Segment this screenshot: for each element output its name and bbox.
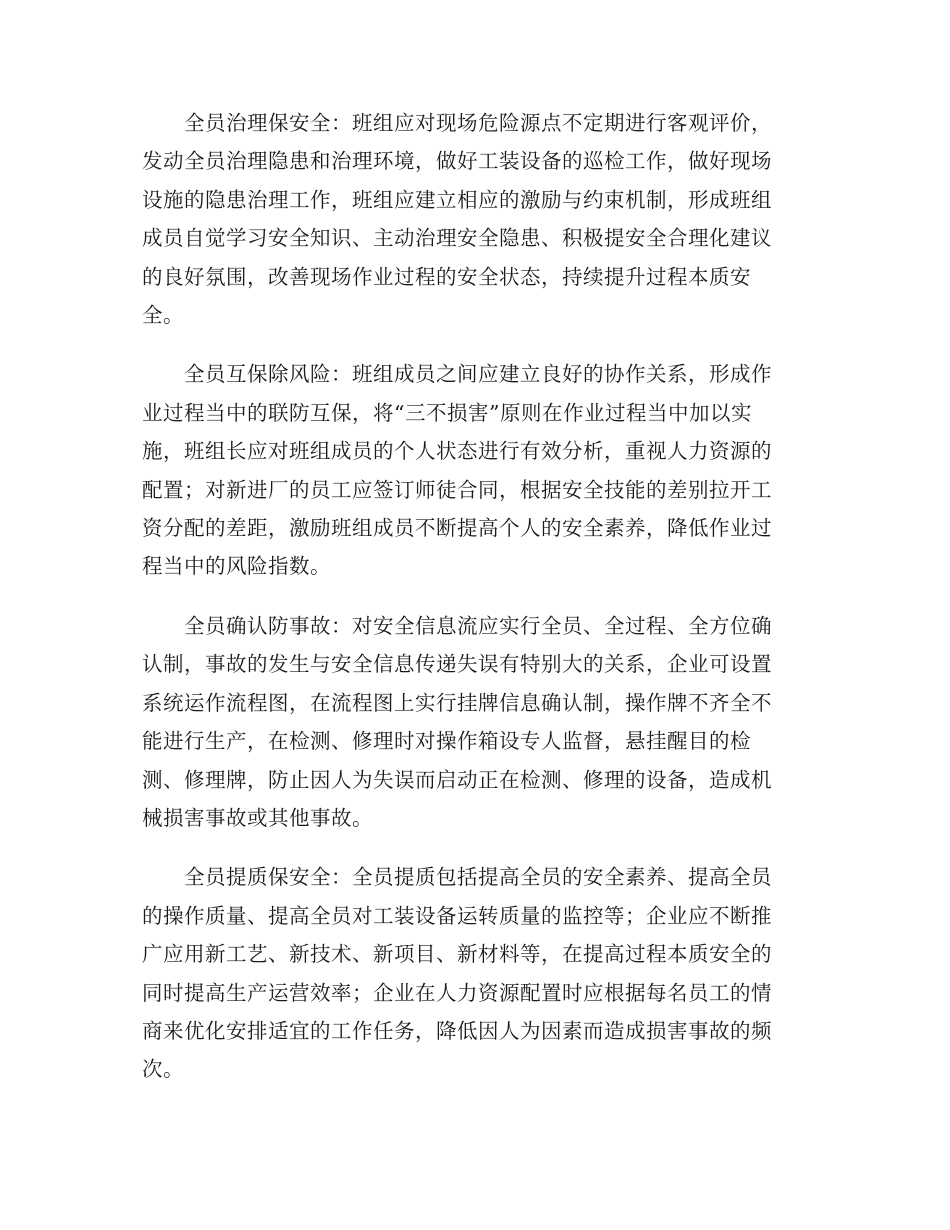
paragraph-line: 广应用新工艺、新技术、新项目、新材料等，在提高过程本质安全的 [142, 942, 772, 967]
paragraph-line: 械损害事故或其他事故。 [142, 805, 373, 830]
document-body [142, 104, 797, 1110]
paragraph-line: 全员提质保安全：全员提质包括提高全员的安全素养、提高全员 [142, 865, 772, 890]
paragraph-line: 次。 [142, 1057, 184, 1082]
paragraph-mutual-protection [142, 355, 797, 585]
paragraph-line: 全员确认防事故：对安全信息流应实行全员、全过程、全方位确 [142, 613, 772, 638]
paragraph-confirmation-prevention [142, 607, 797, 837]
paragraph-line: 全员互保除风险：班组成员之间应建立良好的协作关系，形成作 [142, 362, 772, 387]
paragraph-all-staff-governance [142, 104, 797, 334]
paragraph-line: 配置；对新进厂的员工应签订师徒合同，根据安全技能的差别拉开工 [142, 477, 772, 502]
paragraph-line: 商来优化安排适宜的工作任务，降低因人为因素而造成损害事故的频 [142, 1018, 772, 1043]
paragraph-line: 发动全员治理隐患和治理环境，做好工装设备的巡检工作，做好现场 [142, 149, 772, 174]
paragraph-line: 系统运作流程图，在流程图上实行挂牌信息确认制，操作牌不齐全不 [142, 690, 772, 715]
paragraph-line: 业过程当中的联防互保，将“三不损害”原则在作业过程当中加以实 [142, 400, 752, 425]
paragraph-line: 的操作质量、提高全员对工装设备运转质量的监控等；企业应不断推 [142, 903, 772, 928]
paragraph-line: 的良好氛围，改善现场作业过程的安全状态，持续提升过程本质安 [142, 264, 751, 289]
paragraph-line: 同时提高生产运营效率；企业在人力资源配置时应根据每名员工的情 [142, 980, 772, 1005]
paragraph-line: 全员治理保安全：班组应对现场危险源点不定期进行客观评价， [142, 111, 772, 135]
paragraph-line: 施，班组长应对班组成员的个人状态进行有效分析，重视人力资源的 [142, 439, 772, 464]
paragraph-line: 认制，事故的发生与安全信息传递失误有特别大的关系，企业可设置 [142, 652, 772, 677]
paragraph-line: 测、修理牌，防止因人为失误而启动正在检测、修理的设备，造成机 [142, 767, 772, 792]
paragraph-line: 程当中的风险指数。 [142, 554, 331, 579]
paragraph-quality-improvement [142, 858, 797, 1088]
paragraph-line: 全。 [142, 303, 184, 328]
paragraph-line: 资分配的差距，激励班组成员不断提高个人的安全素养，降低作业过 [142, 516, 772, 541]
paragraph-line: 成员自觉学习安全知识、主动治理安全隐患、积极提安全合理化建议 [142, 226, 772, 251]
paragraph-line: 设施的隐患治理工作，班组应建立相应的激励与约束机制，形成班组 [142, 187, 772, 212]
paragraph-line: 能进行生产，在检测、修理时对操作箱设专人监督，悬挂醒目的检 [142, 729, 751, 754]
